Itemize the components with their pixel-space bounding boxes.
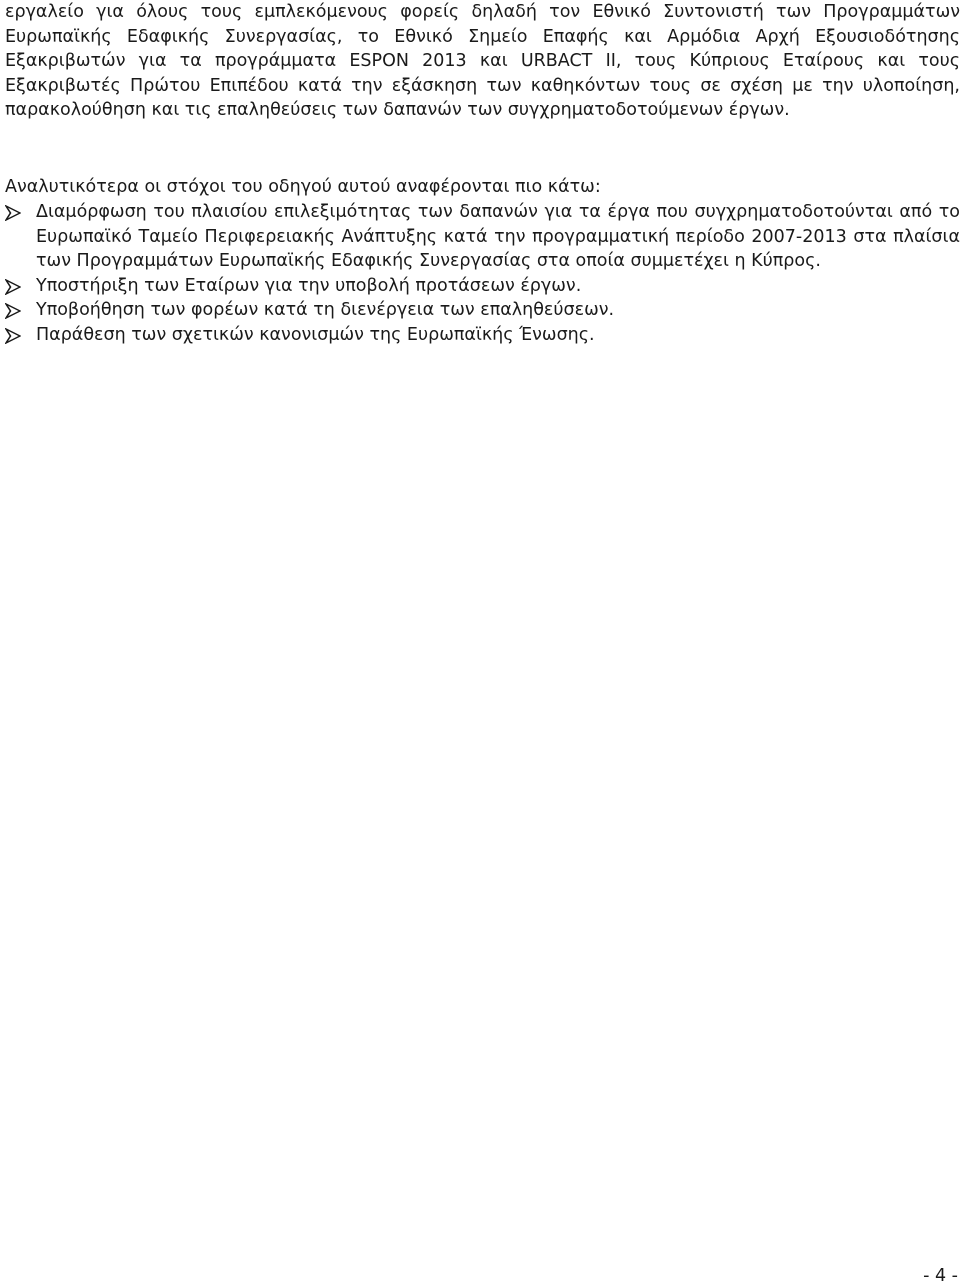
- list-item: [5, 200, 960, 274]
- list-item-text: Παράθεση των σχετικών κανονισμών της Ευρωπαϊκής Ένωσης.: [36, 324, 595, 345]
- list-item: [5, 298, 960, 323]
- objectives-intro: Αναλυτικότερα οι στόχοι του οδηγού αυτού αναφέρονται πιο κάτω:: [5, 177, 601, 197]
- list-item-text: Υποστήριξη των Εταίρων για την υποβολή προτάσεων έργων.: [36, 275, 582, 296]
- arrowhead-bullet-icon: [5, 205, 21, 221]
- list-item-text: Διαμόρφωση του πλαισίου επιλεξιμότητας των δαπανών για τα έργα που συγχρηματοδοτούνται από το Ευρωπαϊκό Ταμείο Περιφερειακής Ανάπτυξης κατά την προγραμματική περίοδο 2007-2013 στα πλαίσια των Προγραμμάτων Ευρωπαϊκής Εδαφικής Συνεργασίας στα οποία συμμετέχει η Κύπρος.: [36, 202, 960, 272]
- list-item-text: Υποβοήθηση των φορέων κατά τη διενέργεια των επαληθεύσεων.: [36, 300, 615, 321]
- list-item: [5, 274, 960, 299]
- page-number: - 4 -: [923, 1266, 958, 1286]
- arrowhead-bullet-icon: [5, 328, 21, 344]
- objectives-list: [5, 200, 960, 348]
- list-item: [5, 323, 960, 348]
- opening-paragraph: εργαλείο για όλους τους εμπλεκόμενους φορείς δηλαδή τον Εθνικό Συντονιστή των Προγραμμάτων Ευρωπαϊκής Εδαφικής Συνεργασίας, το Εθνικό Σημείο Επαφής και Αρμόδια Αρχή Εξουσιοδότησης Εξακριβωτών για τα προγράμματα ESPON 2013 και URBACT II, τους Κύπριους Εταίρους και τους Εξακριβωτές Πρώτου Επιπέδου κατά την εξάσκηση των καθηκόντων τους σε σχέση με την υλοποίηση, παρακολούθηση και τις επαληθεύσεις των δαπανών των συγχρηματοδοτούμενων έργων.: [5, 2, 960, 121]
- arrowhead-bullet-icon: [5, 303, 21, 319]
- arrowhead-bullet-icon: [5, 279, 21, 295]
- document-body: [5, 0, 960, 345]
